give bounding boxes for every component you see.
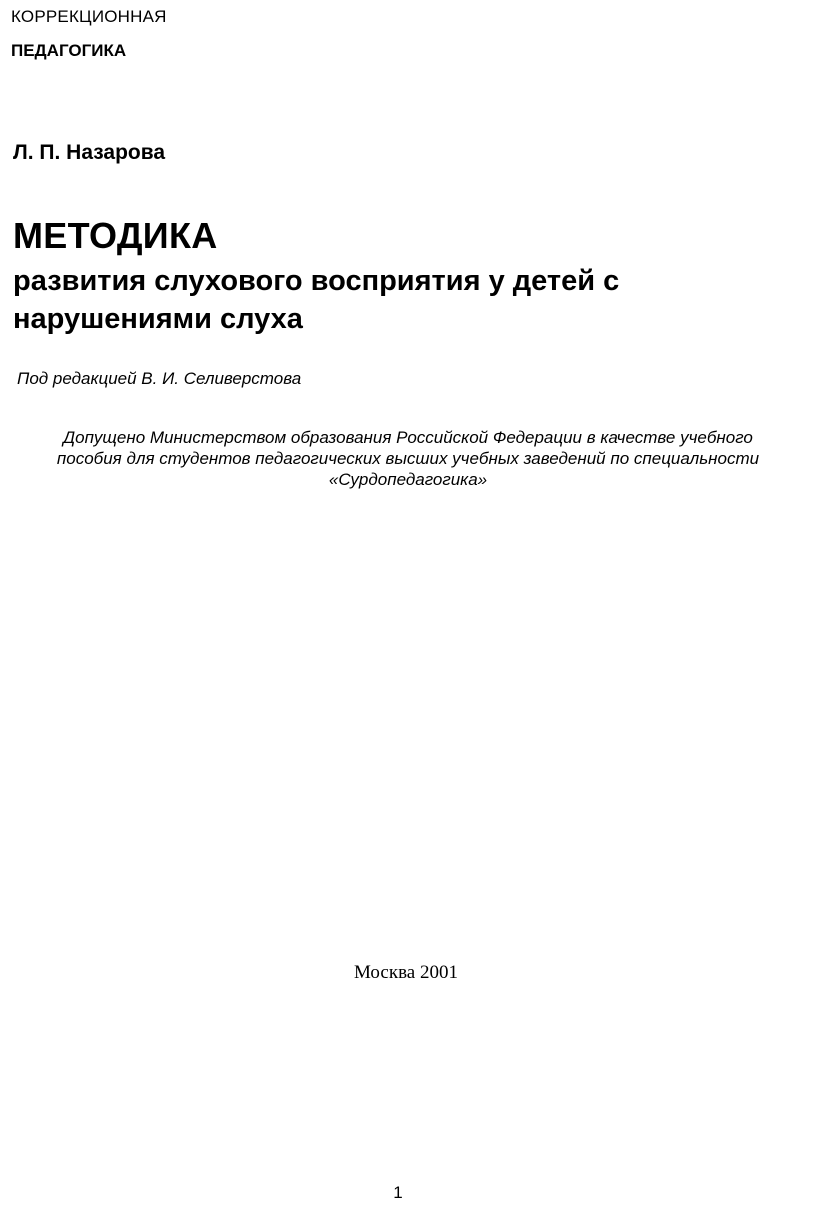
approval-line-1: Допущено Министерством образования Российской Федерации в качестве учебного	[63, 428, 753, 447]
book-subtitle: развития слухового восприятия у детей с нарушениями слуха	[13, 265, 620, 335]
approval-line-2: пособия для студентов педагогических высших учебных заведений по специальности	[56, 449, 760, 468]
series-name-line-1: КОРРЕКЦИОННАЯ	[11, 7, 167, 26]
series-name-line-2: ПЕДАГОГИКА	[11, 41, 127, 60]
editor-credit: Под редакцией В. И. Селиверстова	[17, 369, 302, 388]
book-title: МЕТОДИКА	[13, 215, 218, 256]
ministry-approval	[0, 427, 816, 490]
imprint-city-year: Москва 2001	[354, 962, 458, 983]
approval-line-3: «Сурдопедагогика»	[328, 470, 488, 489]
author-name: Л. П. Назарова	[13, 141, 166, 164]
page-number: 1	[393, 1183, 403, 1202]
